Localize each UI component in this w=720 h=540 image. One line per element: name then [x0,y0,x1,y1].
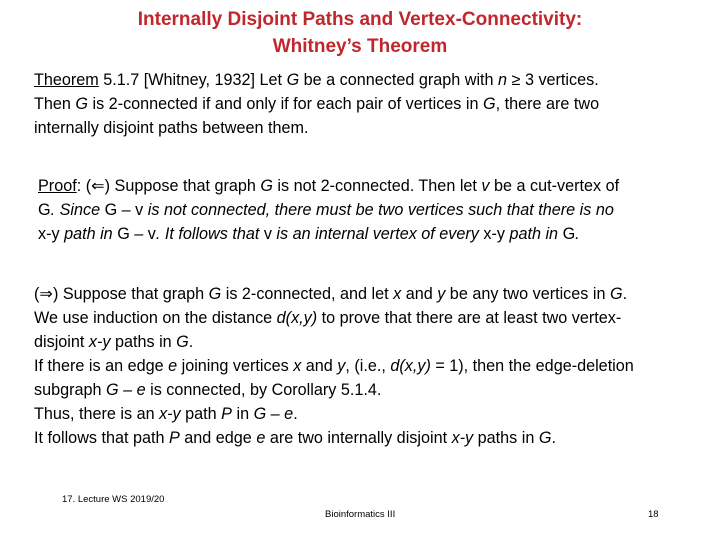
text-segment: is 2-connected if and only if for each pair of vertices in [88,95,483,113]
text-segment: is 2-connected, and let [221,285,394,303]
math-term: G – e [253,405,294,423]
math-term: y [437,285,446,303]
math-term: x [393,285,402,303]
math-term: P [168,429,180,447]
text-segment: subgraph [34,381,106,399]
text-segment: paths in [473,429,539,447]
math-term: P [221,405,232,423]
title-line-2: Whitney’s Theorem [272,36,448,57]
text-segment: be any two vertices in [445,285,610,303]
text-segment: ≥ 3 vertices. [507,71,599,89]
text-segment: v [263,225,272,243]
text-segment: If there is an edge [34,357,169,375]
text-segment: : (⇐) Suppose that graph [76,177,261,195]
math-term: x [293,357,302,375]
text-segment: (⇒) Suppose that graph [34,285,209,303]
forward-line [34,426,710,450]
theorem-line [34,116,710,140]
math-term: . [575,225,580,243]
math-term: is an internal vertex of every [271,225,484,243]
math-term: y [337,357,346,375]
theorem-line [34,68,710,92]
slide-title [0,6,720,60]
text-segment: in [231,405,254,423]
text-segment: . [622,285,628,303]
math-term: x-y [88,333,111,351]
text-segment: is not 2-connected. Then let [272,177,482,195]
forward-line [34,402,710,426]
text-segment: G [562,225,576,243]
text-segment: Thus, there is an [34,405,160,423]
math-term: G [208,285,222,303]
footer-lecture: 17. Lecture WS 2019/20 [62,494,165,505]
math-term: G – e [106,381,146,399]
math-term: path in [504,225,563,243]
math-term: G [286,71,300,89]
theorem-label: Theorem [34,71,99,89]
text-segment: be a connected graph with [299,71,499,89]
math-term: G [609,285,623,303]
math-term: . It follows that [155,225,264,243]
text-segment: 5.1.7 [Whitney, 1932] Let [98,71,287,89]
text-segment: paths in [110,333,177,351]
text-segment: disjoint [34,333,89,351]
math-term: G [260,177,273,195]
math-term: d(x,y) [390,357,431,375]
theorem-block [34,68,710,140]
text-segment: It follows that path [34,429,169,447]
math-term: G [176,333,189,351]
text-segment: G – v [117,225,156,243]
text-segment: be a cut-vertex of [489,177,620,195]
text-segment: . [188,333,194,351]
forward-line [34,378,710,402]
forward-line [34,282,710,306]
text-segment: Then [34,95,76,113]
text-segment: and [401,285,438,303]
text-segment: , there are two [495,95,600,113]
text-segment: . [551,429,556,447]
text-segment: . [293,405,298,423]
math-term: path in [59,225,118,243]
math-term: e [168,357,178,375]
forward-direction-block [34,282,710,450]
math-term: G [75,95,88,113]
text-segment: to prove that there are at least two vertex- [317,309,622,327]
text-segment: joining vertices [177,357,294,375]
proof-line [38,198,714,222]
proof-line [38,174,714,198]
text-segment: internally disjoint paths between them. [34,119,309,137]
math-term: is not connected, there must be two vertices such that there is no [143,201,614,219]
text-segment: and edge [179,429,257,447]
text-segment: path [180,405,222,423]
math-term: . Since [50,201,105,219]
math-term: e [256,429,266,447]
text-segment: x-y [483,225,505,243]
math-term: G [538,429,552,447]
math-term: v [481,177,490,195]
text-segment: are two internally disjoint [265,429,452,447]
proof-line [38,222,714,246]
title-line-1: Internally Disjoint Paths and Vertex-Connectivity: [137,9,583,30]
math-term: n [498,71,508,89]
proof-block [38,174,714,246]
text-segment: x-y [38,225,60,243]
text-segment: We use induction on the distance [34,309,277,327]
text-segment: G – v [104,201,144,219]
math-term: x-y [159,405,181,423]
math-term: G [483,95,496,113]
theorem-line [34,92,710,116]
text-segment: and [301,357,338,375]
text-segment: is connected, by Corollary 5.1.4. [145,381,382,399]
footer-course: Bioinformatics III [325,509,396,520]
footer-page-number: 18 [648,509,659,520]
text-segment: , (i.e., [345,357,391,375]
text-segment: = 1), then the edge-deletion [430,357,634,375]
math-term: x-y [451,429,474,447]
forward-line [34,354,710,378]
math-term: d(x,y) [276,309,318,327]
forward-line [34,330,710,354]
text-segment: G [38,201,51,219]
forward-line [34,306,710,330]
proof-label: Proof [38,177,77,195]
